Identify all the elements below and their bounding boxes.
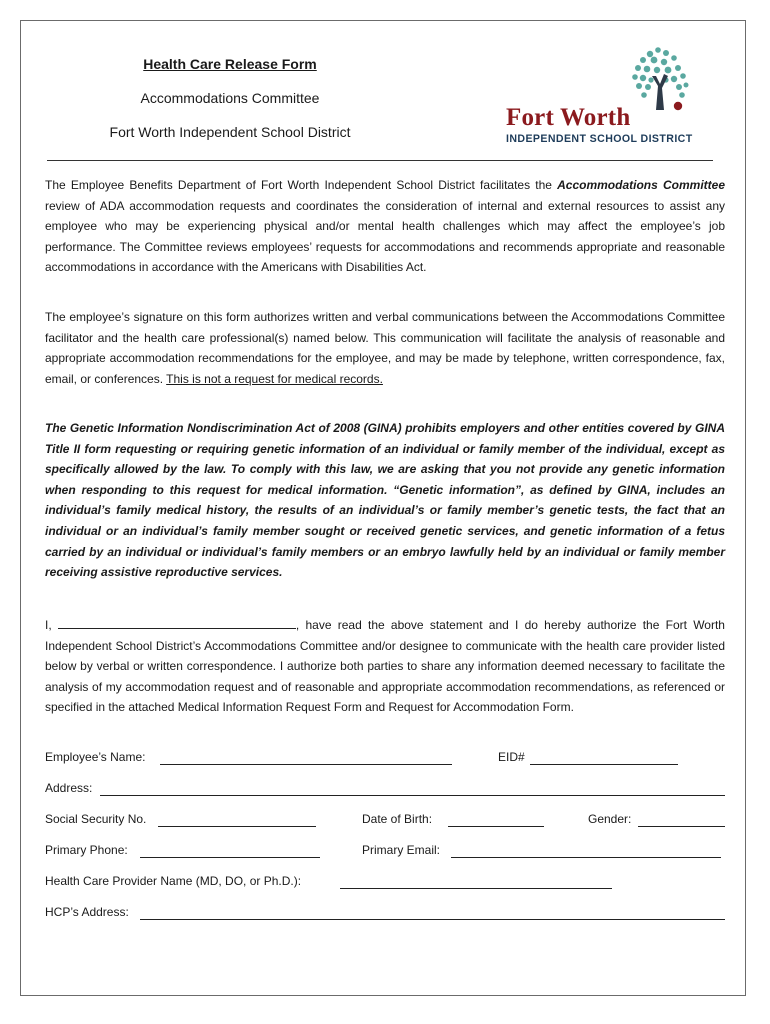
accommodations-committee-emphasis: Accommodations Committee	[557, 178, 725, 192]
hcp-name-field[interactable]	[340, 888, 612, 889]
address-field[interactable]	[100, 795, 725, 796]
employee-name-label: Employee’s Name:	[45, 750, 146, 764]
ssn-label: Social Security No.	[45, 812, 147, 826]
authorization-paragraph: The employee’s signature on this form authorizes written and verbal communications between the Accommodations Committee facilitator and the health care professional(s) named below. This communication will facilitate the analysis of reasonable and appropriate accommodation recommendations for the employee, and may be made by telephone, written correspondence, fax, email, or conferences. This is not a request for medical records.	[45, 310, 725, 386]
logo-wordmark: Fort Worth	[506, 104, 631, 131]
email-label: Primary Email:	[362, 843, 441, 857]
employee-name-blank[interactable]	[58, 616, 296, 629]
logo-subtitle: INDEPENDENT SCHOOL DISTRICT	[506, 133, 693, 145]
hcp-address-field[interactable]	[140, 919, 725, 920]
phone-field[interactable]	[140, 857, 320, 858]
employee-name-field[interactable]	[160, 764, 452, 765]
address-label: Address:	[45, 781, 93, 795]
header-divider	[47, 160, 713, 161]
hcp-address-label: HCP’s Address:	[45, 905, 129, 919]
gender-label: Gender:	[588, 812, 632, 826]
email-field[interactable]	[451, 857, 721, 858]
dob-field[interactable]	[448, 826, 544, 827]
form-title: Health Care Release Form	[143, 56, 317, 72]
eid-field[interactable]	[530, 764, 678, 765]
eid-label: EID#	[498, 750, 525, 764]
gender-field[interactable]	[638, 826, 725, 827]
intro-paragraph: The Employee Benefits Department of Fort Worth Independent School District facilitates the Accommodations Committee review of ADA accommodation requests and coordinates the consideration of internal and external resources to assist any employee who may be experiencing physical and/or mental health challenges which may affect the employee’s job performance. The Committee reviews employees’ requests for accommodations and recommends appropriate and reasonable accommodations in accordance with the Americans with Disabilities Act.	[45, 178, 725, 275]
not-medical-records-note: This is not a request for medical records.	[166, 371, 383, 386]
district-name: Fort Worth Independent School District	[109, 124, 351, 140]
gina-paragraph: The Genetic Information Nondiscrimination Act of 2008 (GINA) prohibits employers and other entities covered by GINA Title II form requesting or requiring genetic information of an individual or family member of the individual, except as specifically allowed by the law. To comply with this law, we are asking that you not provide any genetic information when responding to this request for medical information. “Genetic information”, as defined by GINA, includes an individual’s family medical history, the results of an individual’s or family member’s genetic tests, the fact that an individual or an individual’s family member sought or received genetic services, and genetic information of a fetus carried by an individual or individual’s family members or an embryo lawfully held by an individual or family member receiving assistive reproductive services.	[45, 421, 725, 580]
phone-label: Primary Phone:	[45, 843, 128, 857]
committee-name: Accommodations Committee	[140, 90, 320, 106]
hcp-name-label: Health Care Provider Name (MD, DO, or Ph.D.):	[45, 874, 302, 888]
dob-label: Date of Birth:	[362, 812, 433, 826]
ssn-field[interactable]	[158, 826, 316, 827]
consent-paragraph: I, , have read the above statement and I do hereby authorize the Fort Worth Independent School District’s Accommodations Committee and/or designee to communicate with the health care provider listed below by verbal or written correspondence. I authorize both parties to share any information deemed necessary to facilitate the analysis of my accommodation request and of reasonable and appropriate accommodation recommendations, as referenced or specified in the attached Medical Information Request Form and Request for Accommodation Form.	[45, 618, 725, 715]
